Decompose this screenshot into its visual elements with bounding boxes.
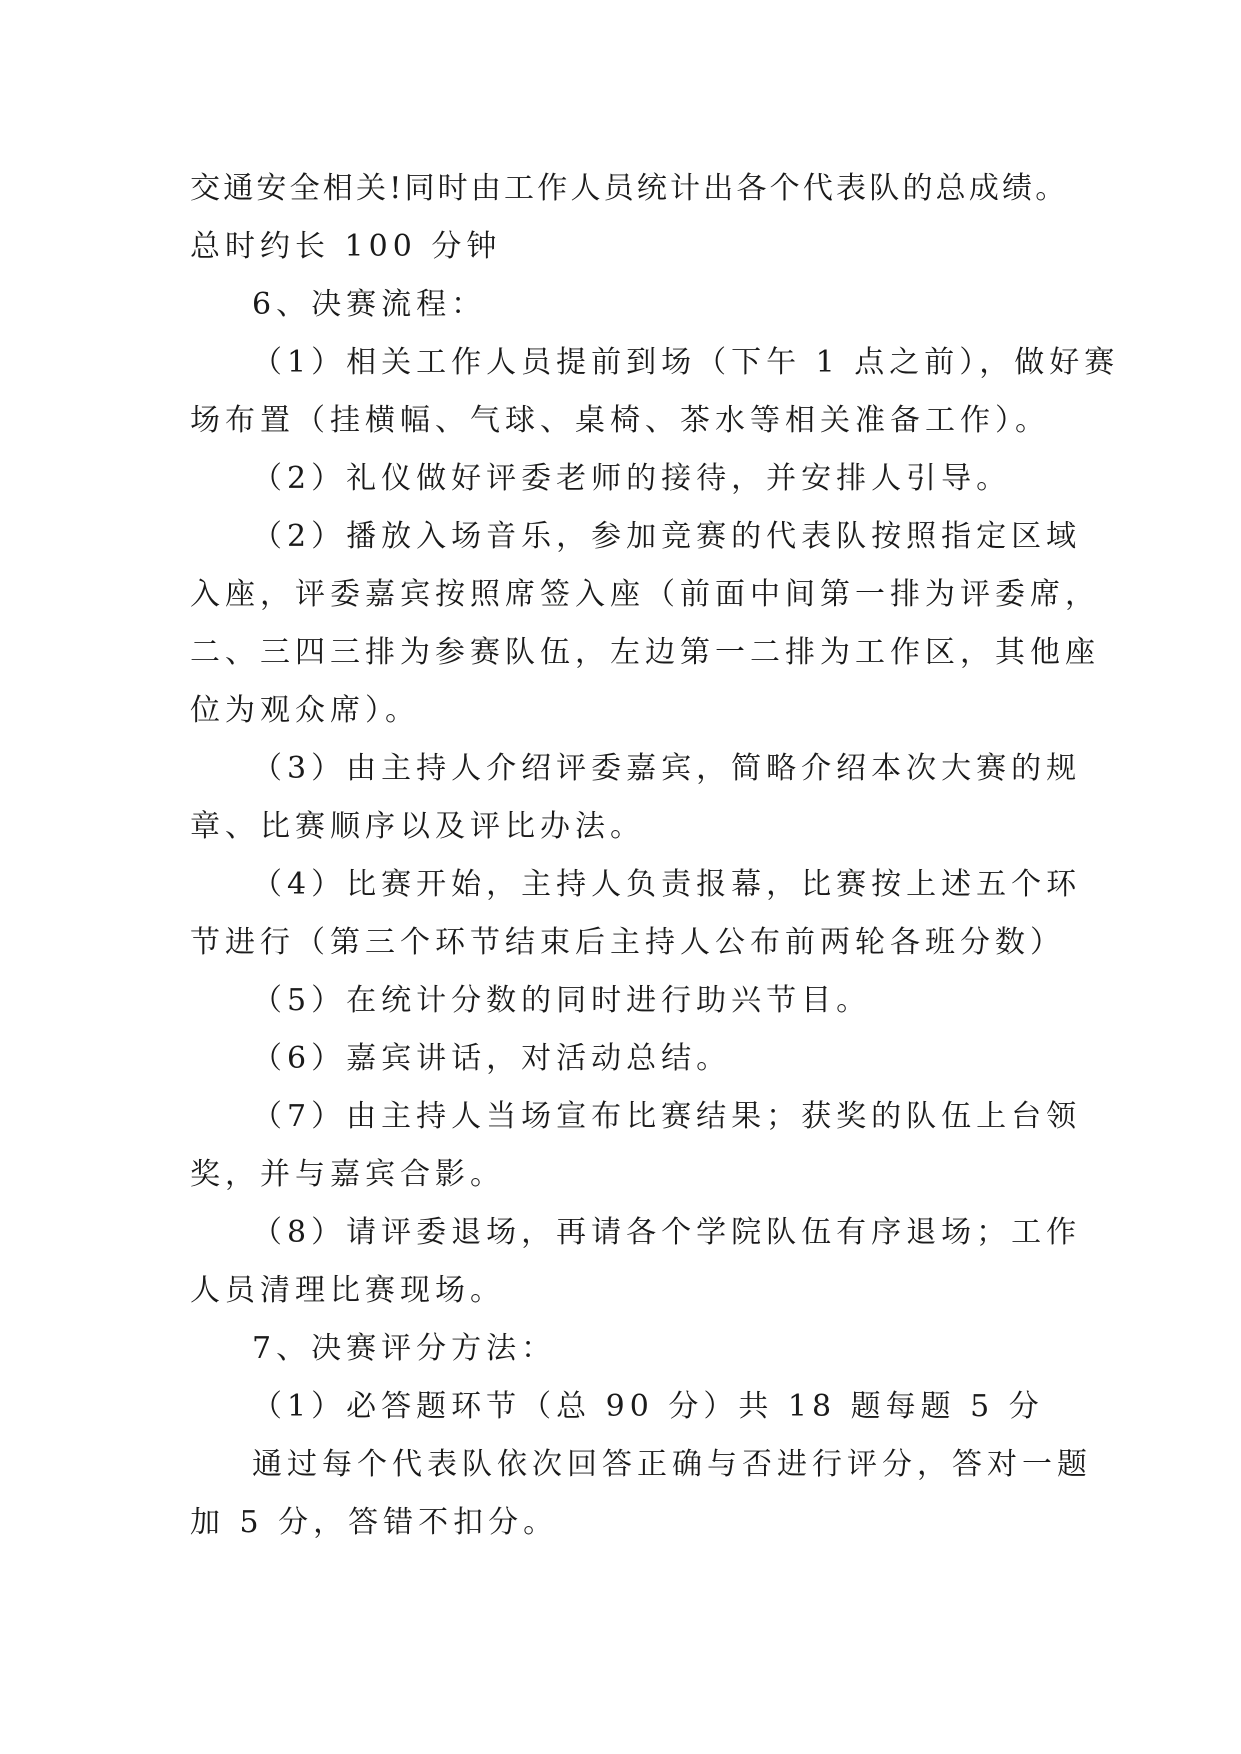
list-item: （3）由主持人介绍评委嘉宾，简略介绍本次大赛的规	[252, 751, 1082, 786]
paragraph-line: 二、三四三排为参赛队伍，左边第一二排为工作区，其他座	[190, 635, 1100, 670]
paragraph-line: 加 5 分，答错不扣分。	[190, 1505, 559, 1540]
list-item: （2）礼仪做好评委老师的接待，并安排人引导。	[252, 461, 1012, 496]
list-item: （2）播放入场音乐，参加竞赛的代表队按照指定区域	[252, 519, 1082, 554]
section-heading: 6、决赛流程：	[252, 287, 487, 322]
list-item: （5）在统计分数的同时进行助兴节目。	[252, 983, 872, 1018]
list-item: （6）嘉宾讲话，对活动总结。	[252, 1041, 732, 1076]
document-body	[190, 160, 1120, 1552]
paragraph-line: 位为观众席）。	[190, 693, 420, 728]
paragraph-line: 交通安全相关!同时由工作人员统计出各个代表队的总成绩。	[190, 171, 1069, 206]
paragraph-line: 奖，并与嘉宾合影。	[190, 1157, 505, 1192]
list-item: （8）请评委退场，再请各个学院队伍有序退场；工作	[252, 1215, 1082, 1250]
list-item: （1）相关工作人员提前到场（下午 1 点之前），做好赛	[252, 345, 1120, 380]
list-item: （1）必答题环节（总 90 分）共 18 题每题 5 分	[252, 1389, 1044, 1424]
paragraph-line: 章、比赛顺序以及评比办法。	[190, 809, 645, 844]
paragraph-line: 入座，评委嘉宾按照席签入座（前面中间第一排为评委席，	[190, 577, 1100, 612]
paragraph-line: 节进行（第三个环节结束后主持人公布前两轮各班分数）	[190, 925, 1065, 960]
paragraph-line: 场布置（挂横幅、气球、桌椅、茶水等相关准备工作）。	[190, 403, 1050, 438]
paragraph-line: 人员清理比赛现场。	[190, 1273, 505, 1308]
paragraph-line: 总时约长 100 分钟	[190, 229, 502, 264]
list-item: （7）由主持人当场宣布比赛结果；获奖的队伍上台领	[252, 1099, 1082, 1134]
section-heading: 7、决赛评分方法：	[252, 1331, 557, 1366]
list-item: （4）比赛开始，主持人负责报幕，比赛按上述五个环	[252, 867, 1082, 902]
paragraph-line: 通过每个代表队依次回答正确与否进行评分，答对一题	[252, 1447, 1092, 1482]
